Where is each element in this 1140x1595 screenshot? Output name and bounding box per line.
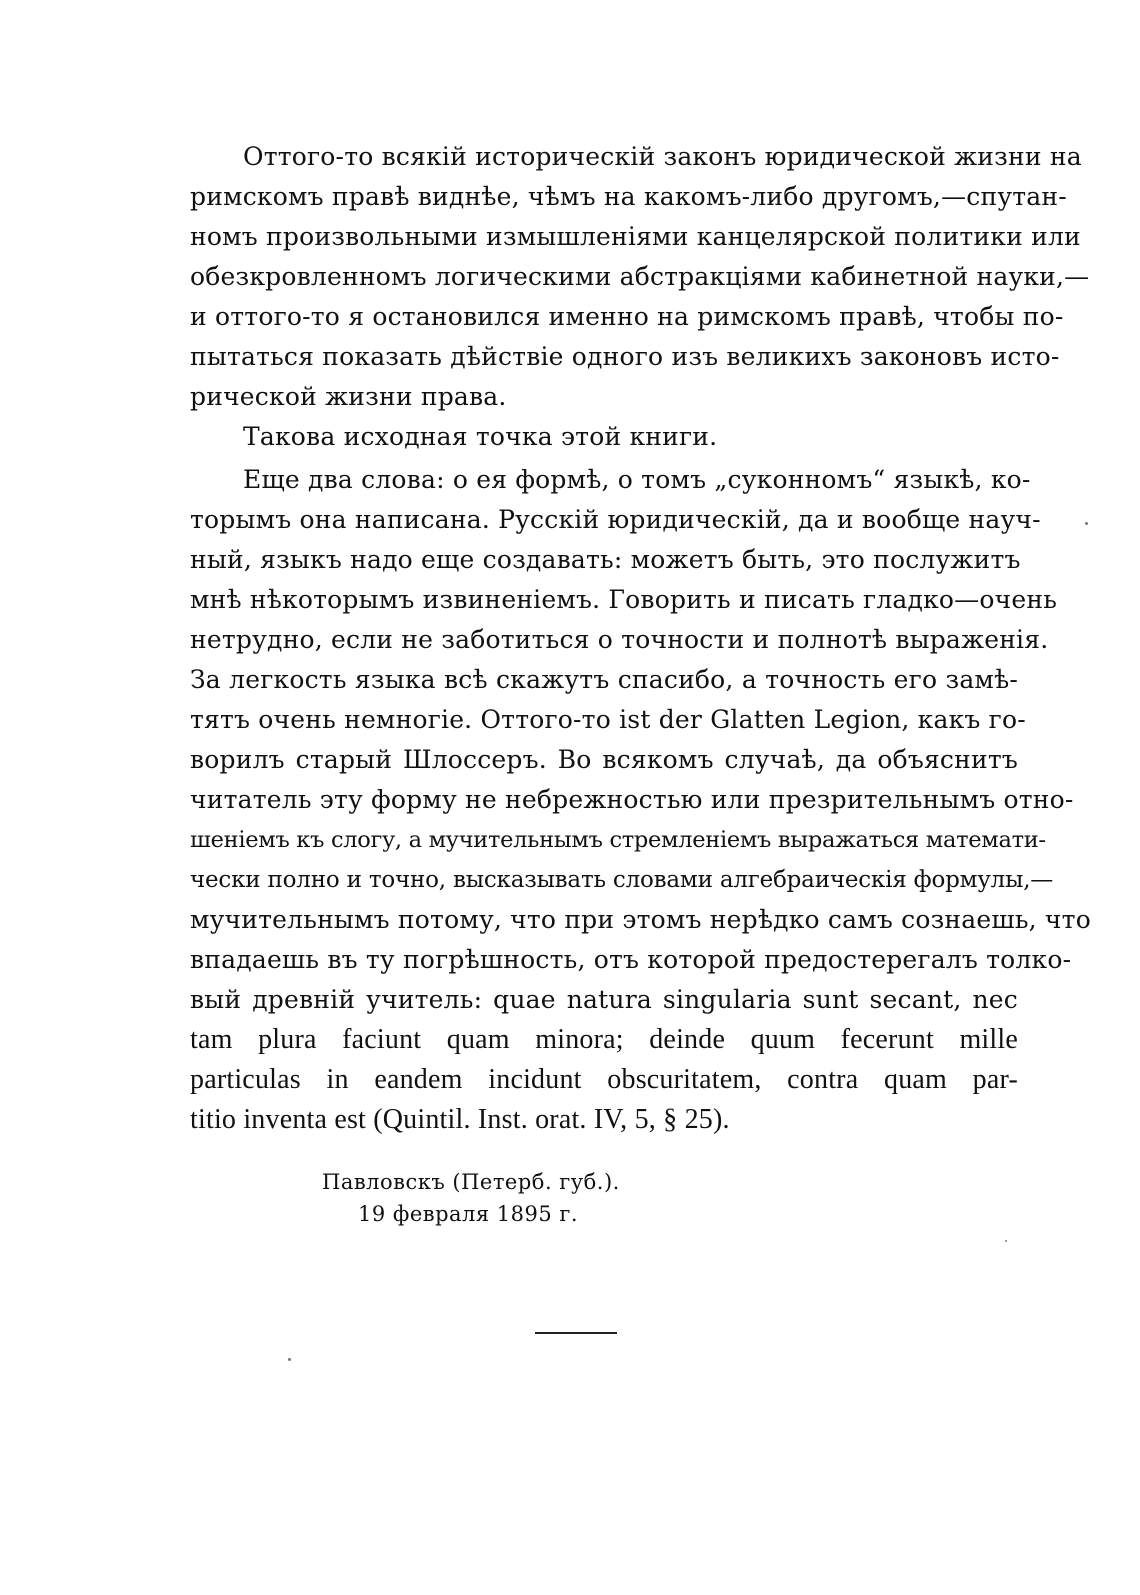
scan-speck: [1085, 522, 1088, 525]
paragraph-3-line-2: торымъ она написана. Русскій юридическій, да и вообще науч-: [190, 505, 1041, 534]
paragraph-3-line-8: ворилъ старый Шлоссеръ. Во всякомъ случаѣ, да объяснитъ: [190, 745, 1018, 774]
paragraph-3-line-3: ный, языкъ надо еще создавать: можетъ быть, это послужитъ: [190, 545, 1021, 574]
paragraph-3-line-17: titio inventa est (Quintil. Inst. orat. IV, 5, § 25).: [190, 1104, 730, 1135]
paragraph-1-line-1: Оттого-то всякій историческій законъ юридической жизни на: [243, 142, 1082, 171]
paragraph-1-line-4: обезкровленномъ логическими абстракціями кабинетной науки,—: [190, 262, 1090, 291]
paragraph-3-line-7: тятъ очень немногіе. Оттого-то ist der Glatten Legion, какъ го-: [190, 705, 1026, 734]
paragraph-3-line-9: читатель эту форму не небрежностью или презрительнымъ отно-: [190, 785, 1074, 814]
paragraph-1-line-5: и оттого-то я остановился именно на римскомъ правѣ, чтобы по-: [190, 302, 1064, 331]
paragraph-3-line-11: чески полно и точно, высказывать словами алгебраическія формулы,—: [190, 867, 1054, 893]
scan-speck: [288, 1358, 291, 1361]
paragraph-1-line-6: пытаться показать дѣйствіе одного изъ великихъ законовъ исто-: [190, 342, 1060, 371]
paragraph-3-line-15: tam plura faciunt quam minora; deinde quum fecerunt mille: [190, 1024, 1018, 1055]
paragraph-3-line-13: впадаешь въ ту погрѣшность, отъ которой предостерегалъ толко-: [190, 945, 1072, 974]
signature-date: 19 февраля 1895 г.: [358, 1202, 579, 1226]
paragraph-2-line-1: Такова исходная точка этой книги.: [243, 422, 718, 451]
paragraph-1-line-7: рической жизни права.: [190, 382, 507, 411]
paragraph-3-line-5: нетрудно, если не заботиться о точности и полнотѣ выраженія.: [190, 625, 1049, 654]
paragraph-3-line-4: мнѣ нѣкоторымъ извиненіемъ. Говорить и писать гладко—очень: [190, 585, 1058, 614]
closing-rule: [535, 1332, 617, 1334]
paragraph-3-line-14: вый древній учитель: quae natura singularia sunt secant, nec: [190, 985, 1018, 1014]
paragraph-1-line-3: номъ произвольными измышленіями канцелярской политики или: [190, 222, 1081, 251]
paragraph-3-line-12: мучительнымъ потому, что при этомъ нерѣдко самъ сознаешь, что: [190, 905, 1091, 934]
paragraph-3-line-10: шеніемъ къ слогу, а мучительнымъ стремленіемъ выражаться математи-: [190, 827, 1046, 853]
paragraph-1-line-2: римскомъ правѣ виднѣе, чѣмъ на какомъ-либо другомъ,—спутан-: [190, 182, 1067, 211]
scan-speck: [1005, 1240, 1007, 1242]
paragraph-3-line-16: particulas in eandem incidunt obscuritatem, contra quam par-: [190, 1064, 1018, 1095]
paragraph-3-line-6: За легкость языка всѣ скажутъ спасибо, а точность его замѣ-: [190, 665, 1018, 694]
paragraph-3-line-1: Еще два слова: о ея формѣ, о томъ „суконномъ“ языкѣ, ко-: [243, 465, 1031, 494]
signature-place: Павловскъ (Петерб. губ.).: [322, 1170, 620, 1194]
